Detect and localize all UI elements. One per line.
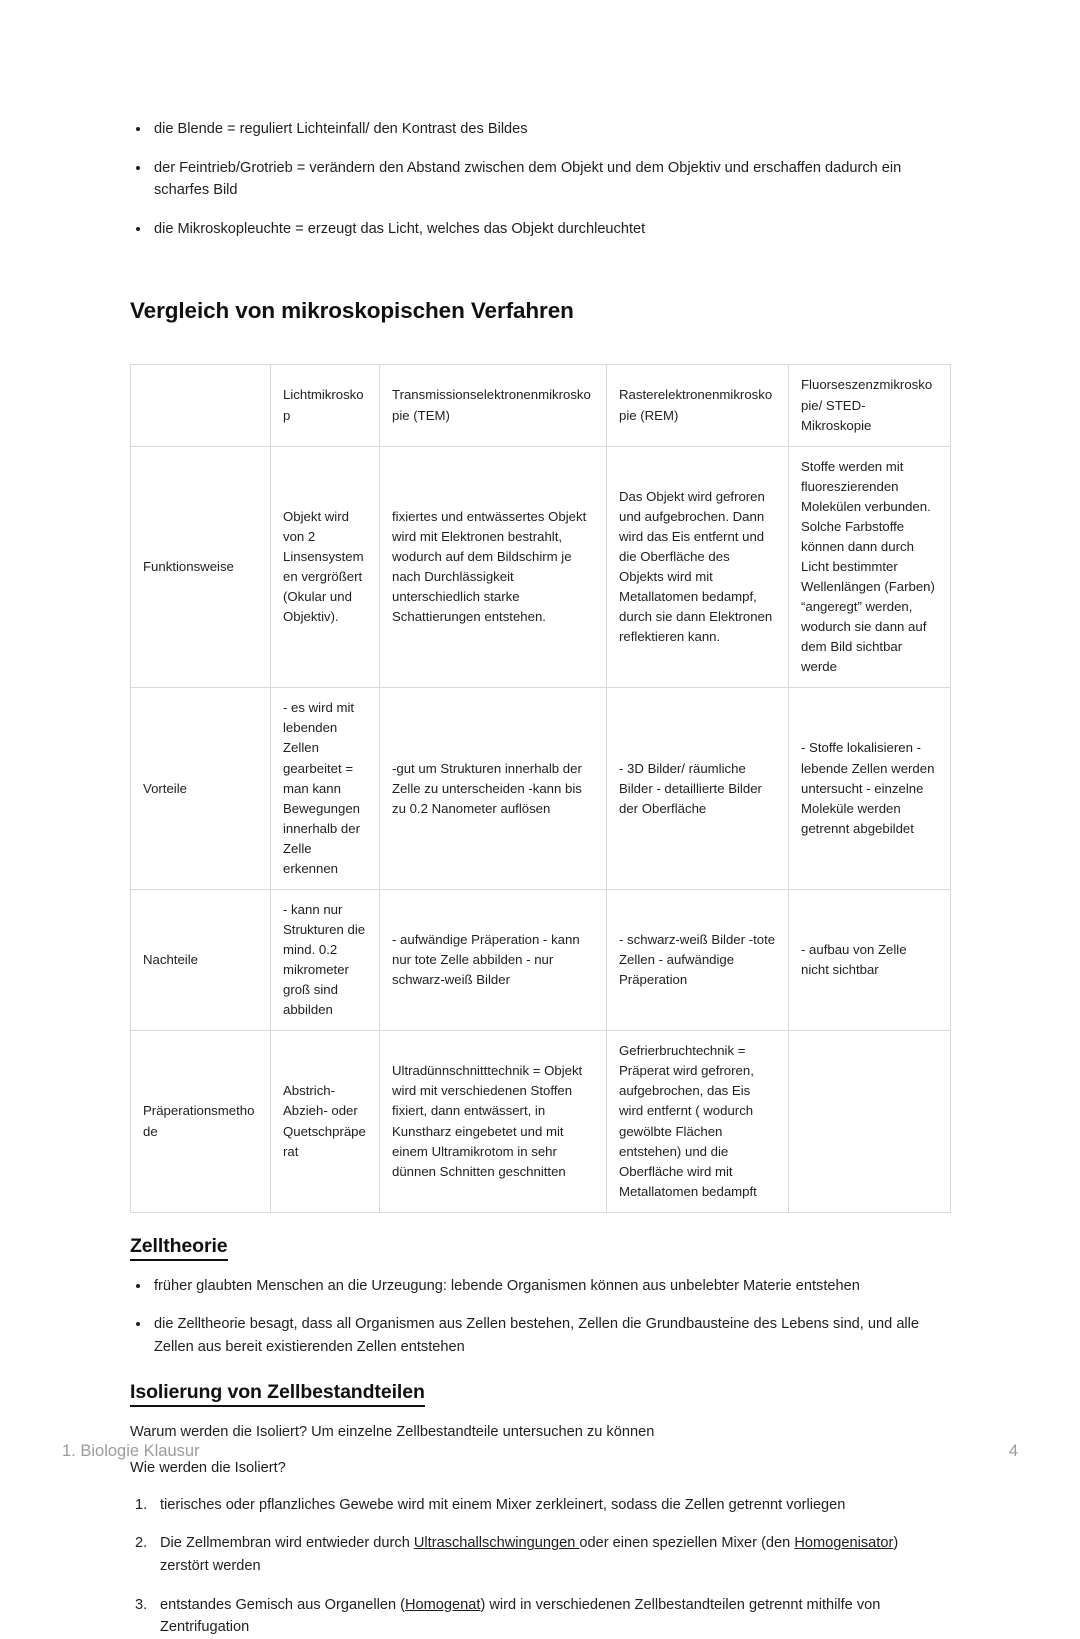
table-cell: - kann nur Strukturen die mind. 0.2 mikrometer groß sind abbilden: [271, 889, 380, 1030]
column-header: Transmissionselektronenmikroskopie (TEM): [380, 365, 607, 446]
underlined-term: Homogenat: [404, 1596, 481, 1613]
row-header: Nachteile: [131, 889, 271, 1030]
text-run: ) zerstört werden: [160, 1535, 899, 1575]
paragraph-how-isolate: Wie werden die Isoliert?: [130, 1460, 286, 1477]
column-header: Fluorseszenzmikroskopie/ STED- Mikroskopie: [789, 365, 951, 446]
table-cell: Ultradünnschnitttechnik = Objekt wird mit verschiedenen Stoffen fixiert, dann entwässert, in Kunstharz eingebetet und mit einem Ultramikrotom in sehr dünnen Schnitten geschnitten: [380, 1031, 607, 1213]
spacer: [130, 1480, 950, 1494]
list-item: früher glaubten Menschen an die Urzeugung: lebende Organismen können aus unbelebter Materie entstehen: [130, 1275, 950, 1298]
text-run: ) wird in verschiedenen Zellbestandteilen getrennt mithilfe von Zentrifugation: [160, 1596, 881, 1636]
text-run: tierisches oder pflanzliches Gewebe wird mit einem Mixer zerkleinert, sodass die Zellen getrennt vorliegen: [160, 1496, 846, 1513]
section-heading-vergleich: Vergleich von mikroskopischen Verfahren: [130, 298, 574, 324]
text-run: Die Zellmembran wird entwieder durch: [160, 1535, 414, 1552]
text-run: entstandes Gemisch aus Organellen (: [160, 1596, 405, 1613]
spacer: [130, 1359, 950, 1381]
table-row: [131, 446, 951, 688]
column-header: Lichtmikroskop: [271, 365, 380, 446]
page-number: 4: [1008, 1442, 1018, 1460]
table-cell: - 3D Bilder/ räumliche Bilder - detaillierte Bilder der Oberfläche: [607, 688, 789, 890]
list-item: [130, 1494, 950, 1517]
spacer: [130, 324, 950, 364]
spacer: [130, 1261, 950, 1275]
table-cell: -gut um Strukturen innerhalb der Zelle zu unterscheiden -kann bis zu 0.2 Nanometer auflösen: [380, 688, 607, 890]
list-item: [130, 1532, 950, 1577]
page-footer: [62, 1442, 1018, 1461]
table-cell: Das Objekt wird gefroren und aufgebrochen. Dann wird das Eis entfernt und die Oberfläche des Objekts wird mit Metallatomen bedampf, durch sie dann Elektronen reflektieren kann.: [607, 446, 789, 688]
spacer: [130, 240, 950, 298]
section-heading-zelltheorie: Zelltheorie: [130, 1235, 228, 1261]
section-heading-isolierung: Isolierung von Zellbestandteilen: [130, 1381, 425, 1407]
table-cell: - aufbau von Zelle nicht sichtbar: [789, 889, 951, 1030]
table-cell: fixiertes und entwässertes Objekt wird mit Elektronen bestrahlt, wodurch auf dem Bildschirm je nach Durchlässigkeit unterschiedlich starke Schattierungen entstehen.: [380, 446, 607, 688]
table-cell: [789, 1031, 951, 1213]
spacer: [130, 1407, 950, 1421]
table-row: [131, 1031, 951, 1213]
paragraph-why-isolate: Warum werden die Isoliert? Um einzelne Zellbestandteile untersuchen zu können: [130, 1423, 655, 1440]
table-cell: - es wird mit lebenden Zellen gearbeitet = man kann Bewegungen innerhalb der Zelle erkennen: [271, 688, 380, 890]
table-cell: Objekt wird von 2 Linsensystemen vergrößert (Okular und Objektiv).: [271, 446, 380, 688]
table-cell: - aufwändige Präperation - kann nur tote Zelle abbilden - nur schwarz-weiß Bilder: [380, 889, 607, 1030]
column-header: Rasterelektronenmikroskopie (REM): [607, 365, 789, 446]
row-header: Vorteile: [131, 688, 271, 890]
table-cell: Stoffe werden mit fluoreszierenden Molekülen verbunden. Solche Farbstoffe können dann durch Licht bestimmter Wellenlängen (Farben) “angeregt” werden, wodurch sie dann auf dem Bild sichtbar werde: [789, 446, 951, 688]
text-run: oder einen speziellen Mixer (den: [579, 1535, 795, 1552]
underlined-term: Homogenisator: [794, 1535, 894, 1552]
row-header: Präperationsmethode: [131, 1031, 271, 1213]
list-item: die Zelltheorie besagt, dass all Organismen aus Zellen bestehen, Zellen die Grundbausteine des Lebens sind, und alle Zellen aus bereit existierenden Zellen entstehen: [130, 1313, 950, 1358]
table-cell: - Stoffe lokalisieren - lebende Zellen werden untersucht - einzelne Moleküle werden getrennt abgebildet: [789, 688, 951, 890]
page-content: [130, 118, 950, 1639]
list-item: die Blende = reguliert Lichteinfall/ den Kontrast des Bildes: [130, 118, 950, 141]
comparison-table: [130, 364, 951, 1212]
intro-bullet-list: [130, 118, 950, 240]
footer-title: 1. Biologie Klausur: [62, 1442, 200, 1460]
table-corner-cell: [131, 365, 271, 446]
table-cell: Abstrich- Abzieh- oder Quetschpräperat: [271, 1031, 380, 1213]
list-item: [130, 1594, 950, 1639]
list-item: die Mikroskopleuchte = erzeugt das Licht, welches das Objekt durchleuchtet: [130, 218, 950, 241]
row-header: Funktionsweise: [131, 446, 271, 688]
underlined-term: Ultraschallschwingungen: [413, 1535, 580, 1552]
zelltheorie-bullet-list: [130, 1275, 950, 1359]
spacer: [130, 1213, 950, 1235]
table-header-row: [131, 365, 951, 446]
table-row: [131, 889, 951, 1030]
table-cell: - schwarz-weiß Bilder -tote Zellen - aufwändige Präperation: [607, 889, 789, 1030]
table-cell: Gefrierbruchtechnik = Präperat wird gefroren, aufgebrochen, das Eis wird entfernt ( wodurch gewölbte Flächen entstehen) und die Oberfläche wird mit Metallatomen bedampft: [607, 1031, 789, 1213]
table-row: [131, 688, 951, 890]
isolierung-steps-list: [130, 1494, 950, 1639]
list-item: der Feintrieb/Grotrieb = verändern den Abstand zwischen dem Objekt und dem Objektiv und erschaffen dadurch ein scharfes Bild: [130, 157, 950, 202]
